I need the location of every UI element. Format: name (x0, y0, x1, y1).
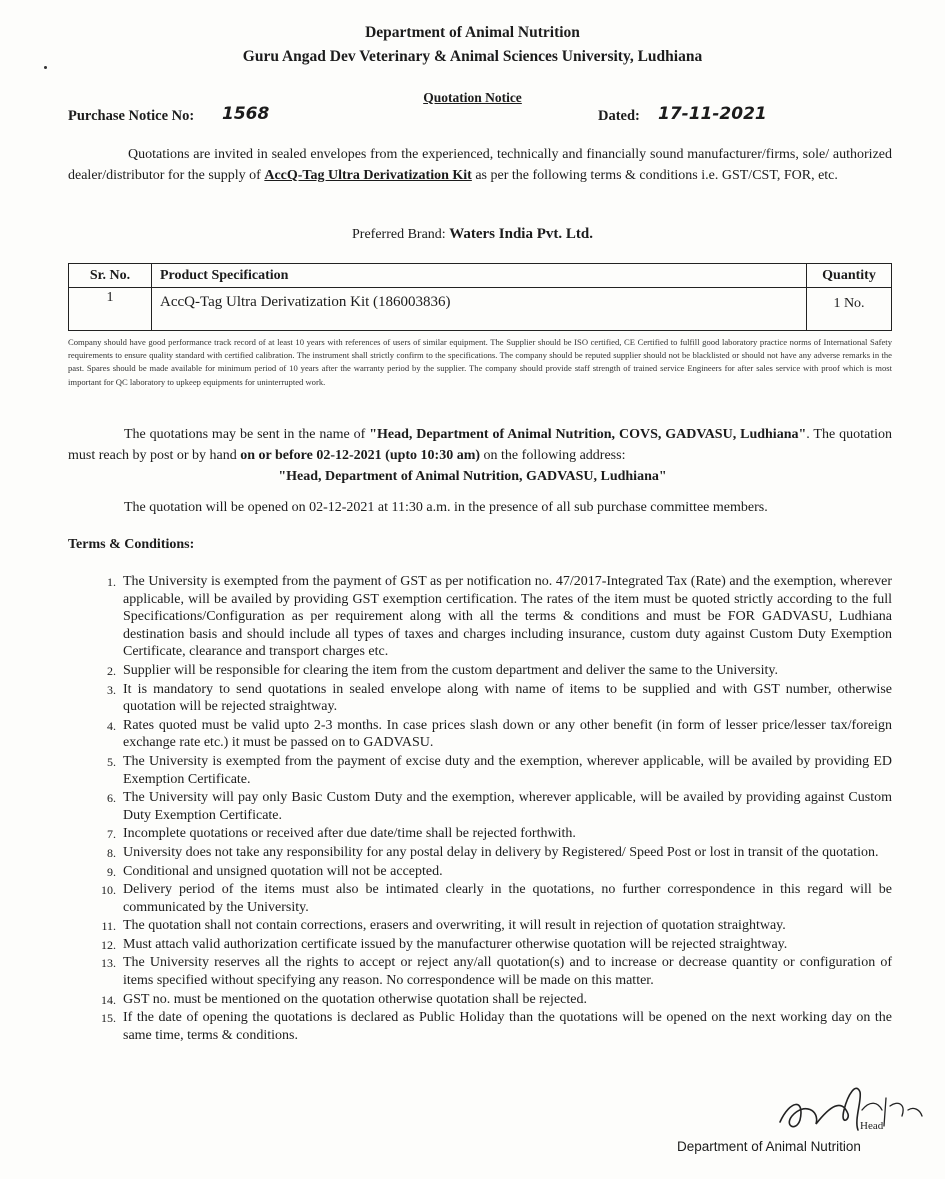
term-text: Rates quoted must be valid upto 2-3 months. In case prices slash down or any other benefit (in form of lesser price/lesser tax/foreign exchange rate etc.) it must be passed on to GADVASU. (123, 717, 892, 751)
department-heading: Department of Animal Nutrition (365, 24, 580, 41)
term-number: 10. (101, 883, 116, 898)
brand-label: Preferred Brand: (352, 227, 446, 242)
notice-date: 17-11-2021 (658, 104, 767, 124)
intro-text-after: as per the following terms & conditions i.e. GST/CST, FOR, etc. (471, 168, 838, 183)
term-text: Must attach valid authorization certificate issued by the manufacturer otherwise quotation will be rejected straightway. (123, 936, 788, 952)
list-item (68, 954, 892, 989)
address-p1: The quotations may be sent in the name of (124, 427, 370, 442)
term-number: 5. (107, 754, 116, 769)
col-header-spec: Product Specification (152, 264, 807, 288)
purchase-notice-label: Purchase Notice No: (68, 108, 195, 124)
term-text: GST no. must be mentioned on the quotation otherwise quotation shall be rejected. (123, 991, 587, 1007)
list-item (68, 1009, 892, 1044)
intro-text-before: Quotations are invited in sealed envelopes from the experienced, technically and financially sound manufacturer/firms, sole/ authorized dealer/distributor for the supply of (68, 147, 892, 183)
term-number: 6. (107, 791, 116, 806)
term-number: 3. (107, 682, 116, 697)
list-item (68, 573, 892, 661)
cell-spec: AccQ-Tag Ultra Derivatization Kit (186003836) (152, 288, 807, 331)
list-item (68, 917, 892, 935)
stamp-head-word: Head (860, 1120, 884, 1132)
purchase-notice-number: 1568 (222, 104, 270, 124)
terms-list (68, 573, 892, 1045)
term-text: Delivery period of the items must also be intimated clearly in the quotations, no further correspondence in this regard will be communicated by the University. (123, 882, 892, 915)
table-header-row (69, 264, 892, 288)
col-header-qty: Quantity (807, 264, 892, 288)
term-number: 12. (101, 937, 116, 952)
term-text: The University is exempted from the payment of excise duty and the exemption, wherever applicable, will be availed by providing ED Exemption Certificate. (123, 753, 892, 787)
opening-paragraph: The quotation will be opened on 02-12-2021 at 11:30 a.m. in the presence of all sub purchase committee members. (124, 500, 768, 515)
term-number: 13. (101, 956, 116, 971)
term-text: Incomplete quotations or received after due date/time shall be rejected forthwith. (123, 826, 576, 842)
brand-name: Waters India Pvt. Ltd. (449, 226, 593, 242)
address-deadline: on or before 02-12-2021 (upto 10:30 am) (240, 448, 481, 463)
handwritten-signature (770, 1080, 930, 1140)
fine-print-terms: Company should have good performance track record of at least 10 years with references of users of similar equipment. The Supplier should be ISO certified, CE Certified to fulfill good laboratory practice norms of International Safety requirements to ensure quality standard with certified calibration. The instrument shall strictly confirm to the specifications. The company should be reputed supplier should not be blacklisted or should not have any adverse remarks in the past. Spares should be made available for minimum period of 10 years after the warranty period by the supplier. The company should provide staff strength of trained service Engineers for after sales service with proof which is most important for QC laboratory to upkeep equipments for uninterrupted work. (68, 337, 892, 387)
term-text: Supplier will be responsible for clearing the item from the custom department and deliver the same to the University. (123, 662, 778, 678)
product-table (68, 263, 892, 331)
table-row (69, 288, 892, 331)
list-item (68, 863, 892, 881)
list-item (68, 717, 892, 752)
cell-qty: 1 No. (807, 288, 892, 331)
term-text: It is mandatory to send quotations in sealed envelope along with name of items to be supplied and with GST number, otherwise quotation will be rejected straightway. (123, 681, 892, 715)
list-item (68, 662, 892, 680)
address-p3: on the following address: (480, 448, 626, 463)
list-item (68, 681, 892, 716)
term-number: 7. (107, 827, 116, 842)
list-item (68, 936, 892, 954)
term-number: 11. (101, 919, 116, 934)
address-paragraph (68, 424, 892, 466)
scan-speck (44, 66, 47, 69)
term-number: 4. (107, 718, 116, 733)
intro-paragraph (68, 144, 892, 186)
intro-item-name: AccQ-Tag Ultra Derivatization Kit (264, 168, 472, 183)
term-text: The University reserves all the rights to accept or reject any/all quotation(s) and to increase or decrease quantity or configuration of items specified without specifying any reason. No correspondence will be made on this matter. (123, 955, 892, 989)
col-header-sr: Sr. No. (69, 264, 152, 288)
list-item (68, 789, 892, 824)
university-heading: Guru Angad Dev Veterinary & Animal Sciences University, Ludhiana (242, 48, 703, 65)
signatory-department: Department of Animal Nutrition (677, 1139, 861, 1154)
list-item (68, 753, 892, 788)
address-p2: . The quotation must reach by post or by hand (68, 427, 892, 463)
term-text: The University is exempted from the payment of GST as per notification no. 47/2017-Integrated Tax (Rate) and the exemption, wherever applicable, will be availed by providing GST exemption certification. The rates of the item must be quoted strictly according to the full Specifications/Configuration as per requirement along with all the terms & conditions and must be FOR GADVASU, Ludhiana destination basis and should include all types of taxes and charges including insurance, custom duty against Custom Duty Exemption Certificate, clearance and transport charges etc. (123, 574, 892, 660)
list-item (68, 844, 892, 862)
term-text: Conditional and unsigned quotation will not be accepted. (123, 863, 443, 879)
term-number: 9. (107, 864, 116, 879)
list-item (68, 825, 892, 843)
term-number: 1. (107, 575, 116, 589)
term-number: 14. (101, 992, 116, 1007)
term-text: The University will pay only Basic Custom Duty and the exemption, wherever applicable, will be availed by providing against Custom Duty Exemption Certificate. (123, 790, 892, 823)
signature-scribble-icon (770, 1080, 930, 1140)
address-line: "Head, Department of Animal Nutrition, GADVASU, Ludhiana" (278, 469, 667, 484)
preferred-brand (0, 226, 945, 243)
term-number: 8. (107, 845, 116, 860)
cell-sr: 1 (69, 288, 152, 331)
list-item (68, 991, 892, 1009)
terms-heading: Terms & Conditions: (68, 537, 195, 552)
notice-title: Quotation Notice (423, 90, 522, 105)
date-label: Dated: (598, 108, 640, 124)
address-name: "Head, Department of Animal Nutrition, COVS, GADVASU, Ludhiana" (369, 427, 807, 442)
term-text: The quotation shall not contain corrections, erasers and overwriting, it will result in rejection of quotation straightway. (123, 918, 786, 934)
list-item (68, 881, 892, 916)
term-number: 2. (107, 663, 116, 678)
term-text: If the date of opening the quotations is declared as Public Holiday than the quotations will be opened on the next working day on the same time, terms & conditions. (123, 1010, 892, 1043)
term-number: 15. (101, 1011, 116, 1026)
term-text: University does not take any responsibility for any postal delay in delivery by Registered/ Speed Post or lost in transit of the quotation. (123, 844, 879, 860)
